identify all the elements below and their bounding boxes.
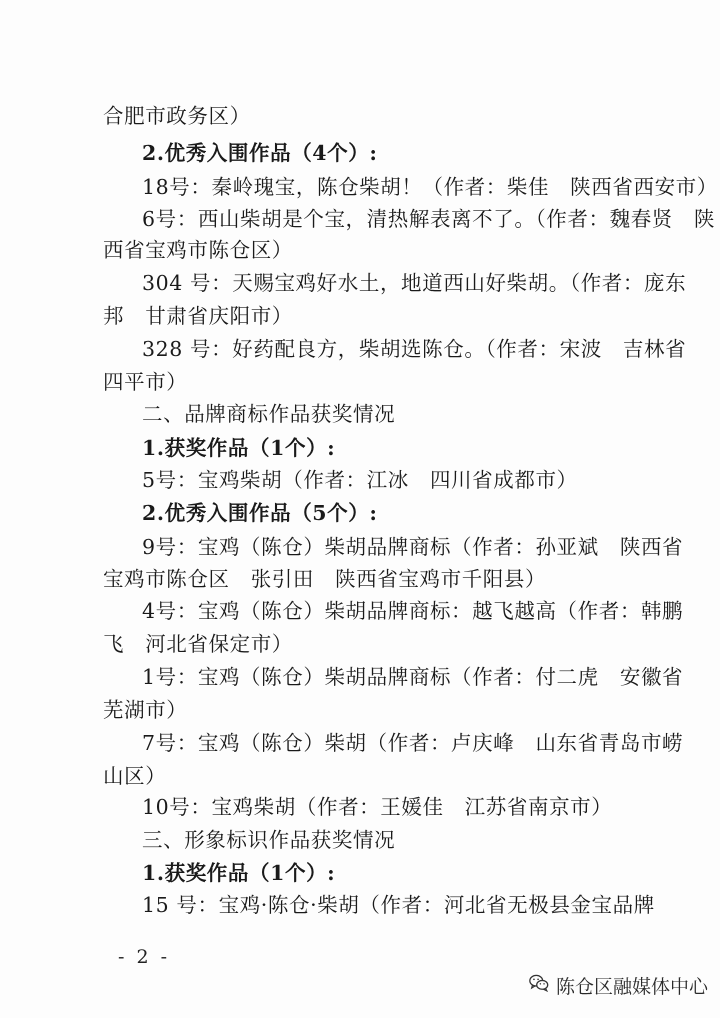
wechat-icon bbox=[528, 972, 550, 999]
text-line: 合肥市政务区） bbox=[103, 104, 251, 128]
watermark-text: 陈仓区融媒体中心 bbox=[556, 976, 709, 998]
text-line: 西省宝鸡市陈仓区） bbox=[103, 238, 293, 262]
watermark bbox=[528, 972, 708, 999]
text-line: 304 号：天赐宝鸡好水土，地道西山好柴胡。（作者：庞东 bbox=[142, 271, 687, 295]
text-line: 山区） bbox=[103, 764, 167, 788]
section-subheading: 2.优秀入围作品（4个）: bbox=[142, 141, 378, 165]
text-line: 15 号：宝鸡·陈仓·柴胡（作者：河北省无极县金宝品牌 bbox=[142, 893, 655, 917]
text-line: 9号：宝鸡（陈仓）柴胡品牌商标（作者：孙亚斌 陕西省 bbox=[142, 535, 684, 559]
page-number: - 2 - bbox=[118, 946, 171, 968]
section-subheading: 1.获奖作品（1个）: bbox=[142, 861, 336, 885]
text-line: 5号：宝鸡柴胡（作者：江冰 四川省成都市） bbox=[142, 468, 578, 492]
text-line: 邦 甘肃省庆阳市） bbox=[103, 304, 293, 328]
section-heading: 三、形象标识作品获奖情况 bbox=[142, 828, 396, 852]
text-line: 10号：宝鸡柴胡（作者：王媛佳 江苏省南京市） bbox=[142, 795, 613, 819]
text-line: 7号：宝鸡（陈仓）柴胡（作者：卢庆峰 山东省青岛市崂 bbox=[142, 731, 684, 755]
text-line: 4号：宝鸡（陈仓）柴胡品牌商标：越飞越高（作者：韩鹏 bbox=[142, 599, 684, 623]
section-heading: 二、品牌商标作品获奖情况 bbox=[142, 402, 396, 426]
text-line: 芜湖市） bbox=[103, 698, 188, 722]
text-line: 6号：西山柴胡是个宝，清热解表离不了。（作者：魏春贤 陕 bbox=[142, 207, 716, 231]
text-line: 1号：宝鸡（陈仓）柴胡品牌商标（作者：付二虎 安徽省 bbox=[142, 665, 684, 689]
section-subheading: 2.优秀入围作品（5个）: bbox=[142, 501, 378, 525]
text-line: 飞 河北省保定市） bbox=[103, 632, 293, 656]
text-line: 18号：秦岭瑰宝，陈仓柴胡！（作者：柴佳 陕西省西安市） bbox=[142, 175, 718, 199]
text-line: 328 号：好药配良方，柴胡选陈仓。（作者：宋波 吉林省 bbox=[142, 337, 687, 361]
section-subheading: 1.获奖作品（1个）: bbox=[142, 436, 336, 460]
text-line: 四平市） bbox=[103, 370, 188, 394]
text-line: 宝鸡市陈仓区 张引田 陕西省宝鸡市千阳县） bbox=[103, 567, 547, 591]
